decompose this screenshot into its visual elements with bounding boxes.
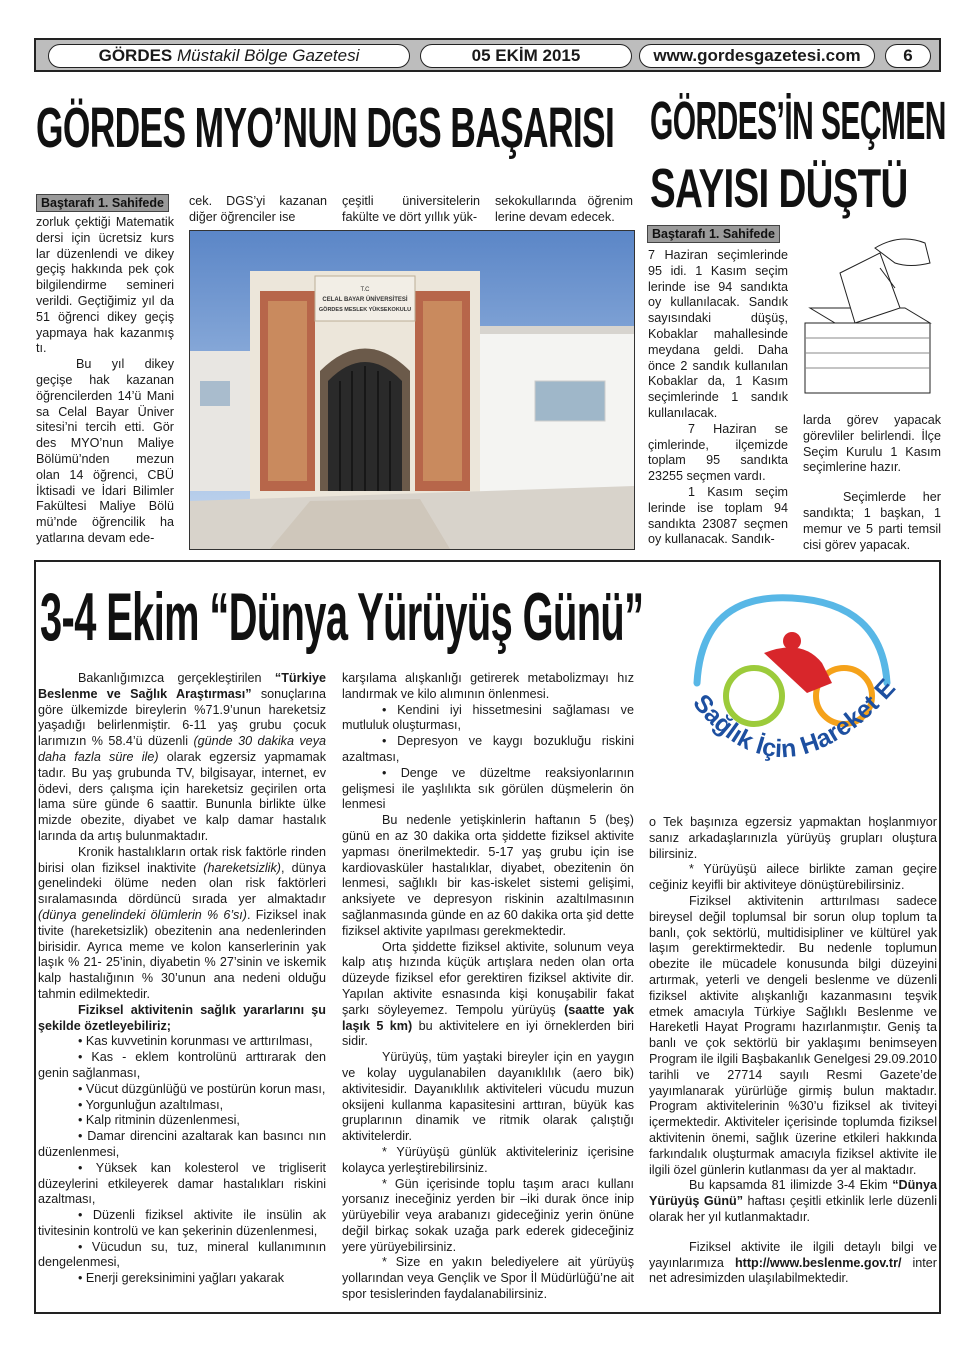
page-number: 6 [885, 44, 931, 68]
headline-walking-day: 3-4 Ekim “Dünya Yürüyüş Günü” [40, 579, 644, 655]
article3-column1 [38, 671, 326, 1287]
benefit-item: • Kas - eklem kontrolünü arttırarak den genin sağlanması, [38, 1050, 326, 1080]
benefit-item: • Yorgunluğun azaltılması, [78, 1097, 224, 1112]
masthead-bar [34, 38, 941, 72]
benefit-item: • Kas kuvvetinin korunması ve arttırılması, [78, 1034, 313, 1049]
paragraph: Seçimlerde her sandıkta; 1 başkan, 1 memur ve 5 parti temsil cisi görev yapacak. [803, 490, 941, 552]
headline-voter-line1: GÖRDES’İN SEÇMEN [650, 91, 946, 151]
paragraph: Orta şiddette fiziksel aktivite, solunum veya kalp atış hızında küçük artışlara neden olan orta düzeyde fiziksel efor gerektiren fiziksel aktivite dir. Yapılan aktivite esnasında kişi konuşabilir fakat şarkı söyleyemez. Tempolu yürüyüş (saatte yak laşık 5 km) bu aktivitelere en iyi örneklerden biri sidir. [342, 939, 634, 1049]
logo-graphic [672, 583, 910, 805]
paragraph: Bu kapsamda 81 ilimizde 3-4 Ekim “Dünya Yürüyüş Günü” haftası çeşitli etkinlik lerle düzenli olarak her yıl kutlanmaktadır. [649, 1178, 937, 1224]
article1-column2: cek. DGS’yi kazanan diğer öğrenciler ise [189, 194, 327, 224]
paragraph: 1 Kasım seçim lerinde ise toplam 94 sandıkta 23087 seçmen oy kullanacak. Sandık- [648, 484, 788, 547]
benefit-item: • Damar direncini azaltarak kan basıncı nın düzenlenmesi, [38, 1129, 326, 1159]
article2-column2 [803, 413, 941, 553]
saglik-icin-hareket-et-logo [672, 583, 910, 805]
paragraph: • Kendini iyi hissetmesini sağlaması ve mutluluk oluşturması, [342, 702, 634, 733]
article1-column3: çeşitli üniversitelerin fakülte ve dört yıllık yük- [342, 194, 480, 224]
benefit-item: • Yüksek kan kolesterol ve trigliserit düzeylerini etkileyerek damar hastalıkları riskini azaltması, [38, 1160, 326, 1207]
paper-name-pill [48, 44, 410, 68]
paragraph: * Yürüyüşü ailece birlikte zaman geçire ceğiniz keyifli bir aktiviteye dönüştürebilirsiniz. [649, 862, 937, 893]
continued-tag [647, 225, 780, 243]
benefits-heading: Fiziksel aktivitenin sağlık yararlarını şu şekilde özetleyebiliriz; [38, 1002, 326, 1033]
paragraph: 7 Haziran seçimlerinde 95 idi. 1 Kasım seçim lerinde ise 94 sandıkta oy kullanılacak. Sandık sayısındaki düşüş, Kobaklar mahallesinde meydana geldi. Daha önce 2 sandık kullanılan Kobaklar da, 1 Kasım seçimlerinde 1 sandık kullanılacak. [648, 248, 788, 420]
headline-voter-line2: SAYISI DÜŞTÜ [650, 157, 908, 219]
paper-name: GÖRDES [98, 46, 173, 65]
continued-tag-label: Baştarafı 1. Sahifede [36, 194, 169, 212]
paragraph: Bakanlığımızca gerçekleştirilen “Türkiye Beslenme ve Sağlık Araştırması” sonuçlarına göre ülkemizde bireylerin %71.9’unun hareketsiz yaşadığı belirlenmiştir. 6-11 yaş grubu çocuk larımızın % 58.4’ü düzenli (günde 30 dakika veya daha fazla süre ile) olarak egzersiz yapmamak tadır. Bu yaş grubunda TV, bilgisayar, internet, ev ödevi, ders çalışma için hareketsiz geçirilen orta lama süre günde 6 saattir. Bununla birlikte ülke mizde obezite, diyabet ve kalp damar hastalık larında da artış bulunmaktadır. [38, 671, 326, 843]
beslenme-link[interactable]: http://www.beslenme.gov.tr/ [734, 1255, 902, 1270]
benefit-item: • Vücudun su, tuz, mineral kullanımının dengelenmesi, [38, 1239, 326, 1270]
article1-column4: sekokullarında öğrenim lerine devam edecek. [495, 194, 633, 224]
paragraph: * Yürüyüşü günlük aktiviteleriniz içerisine kolayca yerleştirebilirsiniz. [342, 1144, 634, 1175]
paragraph: * Gün içerisinde toplu taşım aracı kullanı yorsanız ineceğiniz yerden bir –iki durak önce inip yürüyebilir veya arabanızı gideceğiniz yerin önüne değil birkaç sokak uzağa park ederek gideceğiniz yere yürüyebilirsiniz. [342, 1176, 634, 1254]
paragraph: Fiziksel aktivitenin arttırılması sadece bireysel değil toplumsal bir sorun olup toplum ta banlı, çok sektörlü, multidisipliner ve kültürel yak laşım gerektirmektedir. Bu nedenle toplumun obezite ile mücadele konusunda bilgi düzeyini artırmak, yeterli ve dengeli beslenme ve düzenli fiziksel aktivite alışkanlığı kazanmasını teşvik etmek amacıyla Türkiye Sağlıklı Beslenme ve Hareketli Hayat Programı hazırlanmıştır. Geniş ta banlı ve çok sektörlü bir yaklaşımı benimseyen Program ile ilgili Başbakanlık Genelgesi 29.09.2010 tarihli ve 27714 sayılı Resmi Gazete’de yayımlanarak yürürlüğe girmiş bulun maktadır. Program aktivitelerinin %30’u fiziksel ak tiviteyi içermektedir. Aktiviteler içerisinde toplumda fiziksel aktivitenin önemi, sağlık üzerine etkileri hakkında farkındalık oluşturmak amacıyla fiziksel aktivite ile ilgili özel günlerin kutlanması da yer al maktadır. [649, 893, 937, 1177]
continued-tag-label: Baştarafı 1. Sahifede [647, 225, 780, 243]
sign-line-3: GÖRDES MESLEK YÜKSEKOKULU [318, 307, 412, 313]
benefit-item: • Kalp ritminin düzenlenmesi, [78, 1113, 240, 1128]
article1-column1 [36, 215, 174, 547]
ballot-box-illustration [800, 228, 938, 400]
continued-tag [36, 194, 169, 212]
paragraph: o Tek başınıza egzersiz yapmaktan hoşlanmıyor sanız arkadaşlarınızla yürüyüş grupları oluştura bilirsiniz. [649, 815, 937, 861]
paragraph: Fiziksel aktivite ile ilgili detaylı bilgi ve yayınlarımıza http://www.beslenme.gov.tr/ inter net adresimizden ulaşılabilmektedir. [649, 1239, 938, 1286]
benefit-item: • Vücut düzgünlüğü ve postürün korun ması, [78, 1081, 326, 1096]
paragraph: 7 Haziran se çimlerinde, ilçemizde toplam 95 sandıkta 23255 seçmen vardı. [648, 421, 788, 484]
website-url[interactable]: www.gordesgazetesi.com [639, 44, 875, 68]
article3-column2 [342, 671, 634, 1303]
paragraph: karşılama alışkanlığı getirerek metabolizmayı hız landırmak ve kilo alımının önlenmesi. [342, 671, 634, 701]
myo-entrance-photo [189, 230, 635, 550]
benefit-item: • Düzenli fiziksel aktivite ile insülin ak tivitesinin kontrolü ve kan şekerinin düzenlenmesi, [38, 1208, 326, 1238]
sign-line-2: CELAL BAYAR ÜNİVERSİTESİ [322, 297, 408, 303]
paragraph: Bu yıl dikey geçişe hak kazanan öğrencilerden 14’ü Mani sa Celal Bayar Üniver sitesi’ni tercih etti. Gör des MYO’nun Maliye Bölümü’nden mezun olan 14 öğrenci, CBÜ İktisadi ve İdari Bilimler Fakültesi Maliye Bölü mü’nde öğrencilik ha yatlarına devam ede- [36, 357, 174, 545]
benefit-item: • Enerji gereksinimini yağları yakarak [78, 1271, 284, 1286]
issue-date: 05 EKİM 2015 [420, 44, 632, 68]
paragraph: Kronik hastalıkların ortak risk faktörle rinden birisi olan fiziksel inaktivite (hareketsizlik), dünya genelindeki ölüme neden olan risk faktörleri sıralamasında dördüncü sırada yer almaktadır (dünya genelindeki ölümlerin % 6’sı). Fiziksel inak tivite (hareketsizlik) obezitenin ana nedenlerinden birisidir. Ayrıca meme ve kolon kanserlerinin yak laşık % 21- 25’inin, diyabetin % 27’sinin ve iskemik kalp hastalığının % 30’unun ana nedeni olduğu tahmin edilmektedir. [38, 844, 326, 1001]
article2-column1 [648, 248, 788, 548]
paragraph: Yürüyüş, tüm yaştaki bireyler için en yaygın ve kolay uygulanabilen dayanıklılık (aero bik) aktivitesidir. Dayanıklılık aktiviteleri vücudu muzun oksijeni kullanma kapasitesini arttıran, büyük kas gruplarının dinamik ve ritmik olarak çalıştığı aktivitelerdir. [342, 1050, 634, 1144]
myo-building-illustration [190, 231, 634, 549]
headline-myo-dgs: GÖRDES MYO’NUN DGS BAŞARISI [36, 96, 615, 160]
article3-column3 [649, 815, 937, 1287]
logo-text: Sağlık İçin Hareket E [687, 673, 901, 764]
paragraph: • Denge ve düzeltme reaksiyonlarının gelişmesi ile yaşlılıkta sık görülen düşmelerin ön lenmesi [342, 765, 634, 812]
paragraph: zorluk çektiği Matematik dersi için ücretsiz kurs lar düzenlendi ve dikey geçiş hakkında pek çok bilgilendirme semineri verildi. Geçtiğimiz yıl da 51 öğrenci dikey geçiş yapmaya hak kazanmış tı. [36, 215, 174, 356]
paragraph: * Size en yakın belediyelere ait yürüyüş yollarından veya Gençlik ve Spor İl Müdürlüğü’ne ait spor tesislerinden faydalanabilirsiniz. [342, 1255, 634, 1302]
sign-line-1: T.C [360, 287, 370, 293]
paragraph: larda görev yapacak görevliler belirlendi. İlçe Seçim Kurulu 1 Kasım seçimlerine hazır. [803, 413, 941, 475]
paragraph: Bu nedenle yetişkinlerin haftanın 5 (beş) günü en az 30 dakika orta şiddette fiziksel aktivite yapması önerilmektedir. 5-17 yaş grubu için ise kardiovasküler hastalıklar, diyabet, obezitenin ön lenmesi, sağlıklı bir kas-iskelet sistemi gelişimi, anksiyete ve depresyon riskinin azaltılmasının sağlanmasında günde en az 60 dakika orta şid dette fiziksel aktivite yapılması gerekmektedir. [342, 813, 634, 938]
paragraph: • Depresyon ve kaygı bozukluğu riskini azaltması, [342, 734, 634, 764]
ballot-icon [800, 228, 938, 400]
paper-subtitle: Müstakil Bölge Gazetesi [177, 46, 360, 65]
